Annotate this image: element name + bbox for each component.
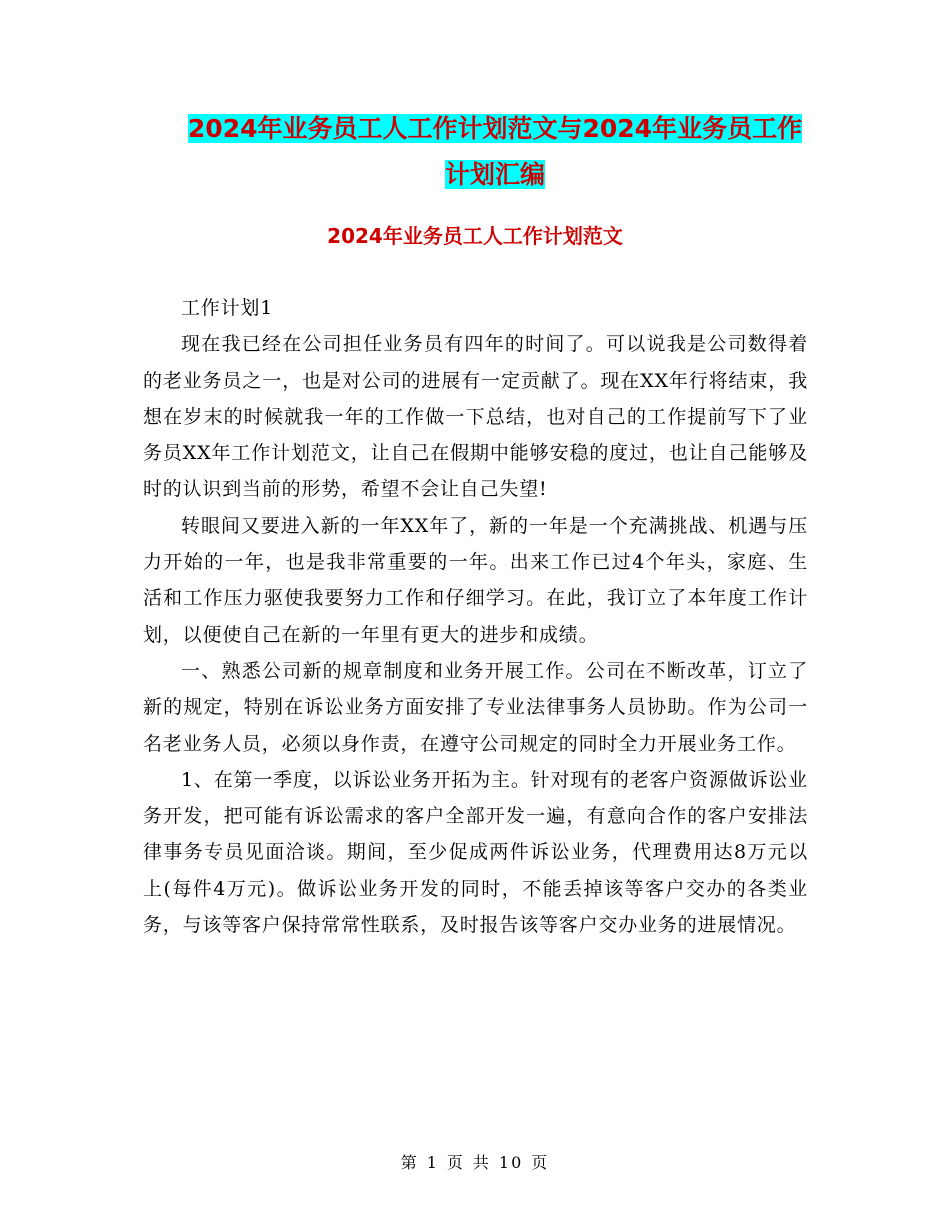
paragraph: 转眼间又要进入新的一年XX年了，新的一年是一个充满挑战、机遇与压力开始的一年，也是我非常重要的一年。出来工作已过4个年头，家庭、生活和工作压力驱使我要努力工作和仔细学习。在此，我订立了本年度工作计划，以便使自己在新的一年里有更大的进步和成绩。 <box>143 514 808 646</box>
footer-total-label: 共 <box>472 1153 491 1172</box>
section-title: 2024年业务员工人工作计划范文 <box>327 224 623 248</box>
document-title-line2: 计划汇编 <box>444 160 545 189</box>
paragraph: 现在我已经在公司担任业务员有四年的时间了。可以说我是公司数得着的老业务员之一，也是对公司的进展有一定贡献了。现在XX年行将结束，我想在岁末的时候就我一年的工作做一下总结，也对自己的工作提前写下了业务员XX年工作计划范文，让自己在假期中能够安稳的度过，也让自己能够及时的认识到当前的形势，希望不会让自己失望! <box>143 333 808 501</box>
footer-total-unit: 页 <box>531 1153 550 1172</box>
paragraph-heading: 工作计划1 <box>181 297 274 319</box>
footer-page-number: 1 <box>426 1153 439 1172</box>
footer-total-pages: 10 <box>498 1153 524 1172</box>
document-body <box>143 290 808 943</box>
paragraph: 1、在第一季度，以诉讼业务开拓为主。针对现有的老客户资源做诉讼业务开发，把可能有诉讼需求的客户全部开发一遍，有意向合作的客户安排法律事务专员见面洽谈。期间，至少促成两件诉讼业务，代理费用达8万元以上(每件4万元)。做诉讼业务开发的同时，不能丢掉该等客户交办的各类业务，与该等客户保持常常性联系，及时报告该等客户交办业务的进展情况。 <box>143 768 808 937</box>
footer-page-unit: 页 <box>446 1153 465 1172</box>
paragraph: 一、熟悉公司新的规章制度和业务开展工作。公司在不断改革，订立了新的规定，特别在诉讼业务方面安排了专业法律事务人员协助。作为公司一名老业务人员，必须以身作责，在遵守公司规定的同时全力开展业务工作。 <box>143 659 808 755</box>
document-title-line1: 2024年业务员工人工作计划范文与2024年业务员工作 <box>187 114 803 143</box>
document-title <box>140 106 850 198</box>
footer-page-label: 第 <box>400 1153 419 1172</box>
page-footer <box>0 1150 950 1173</box>
